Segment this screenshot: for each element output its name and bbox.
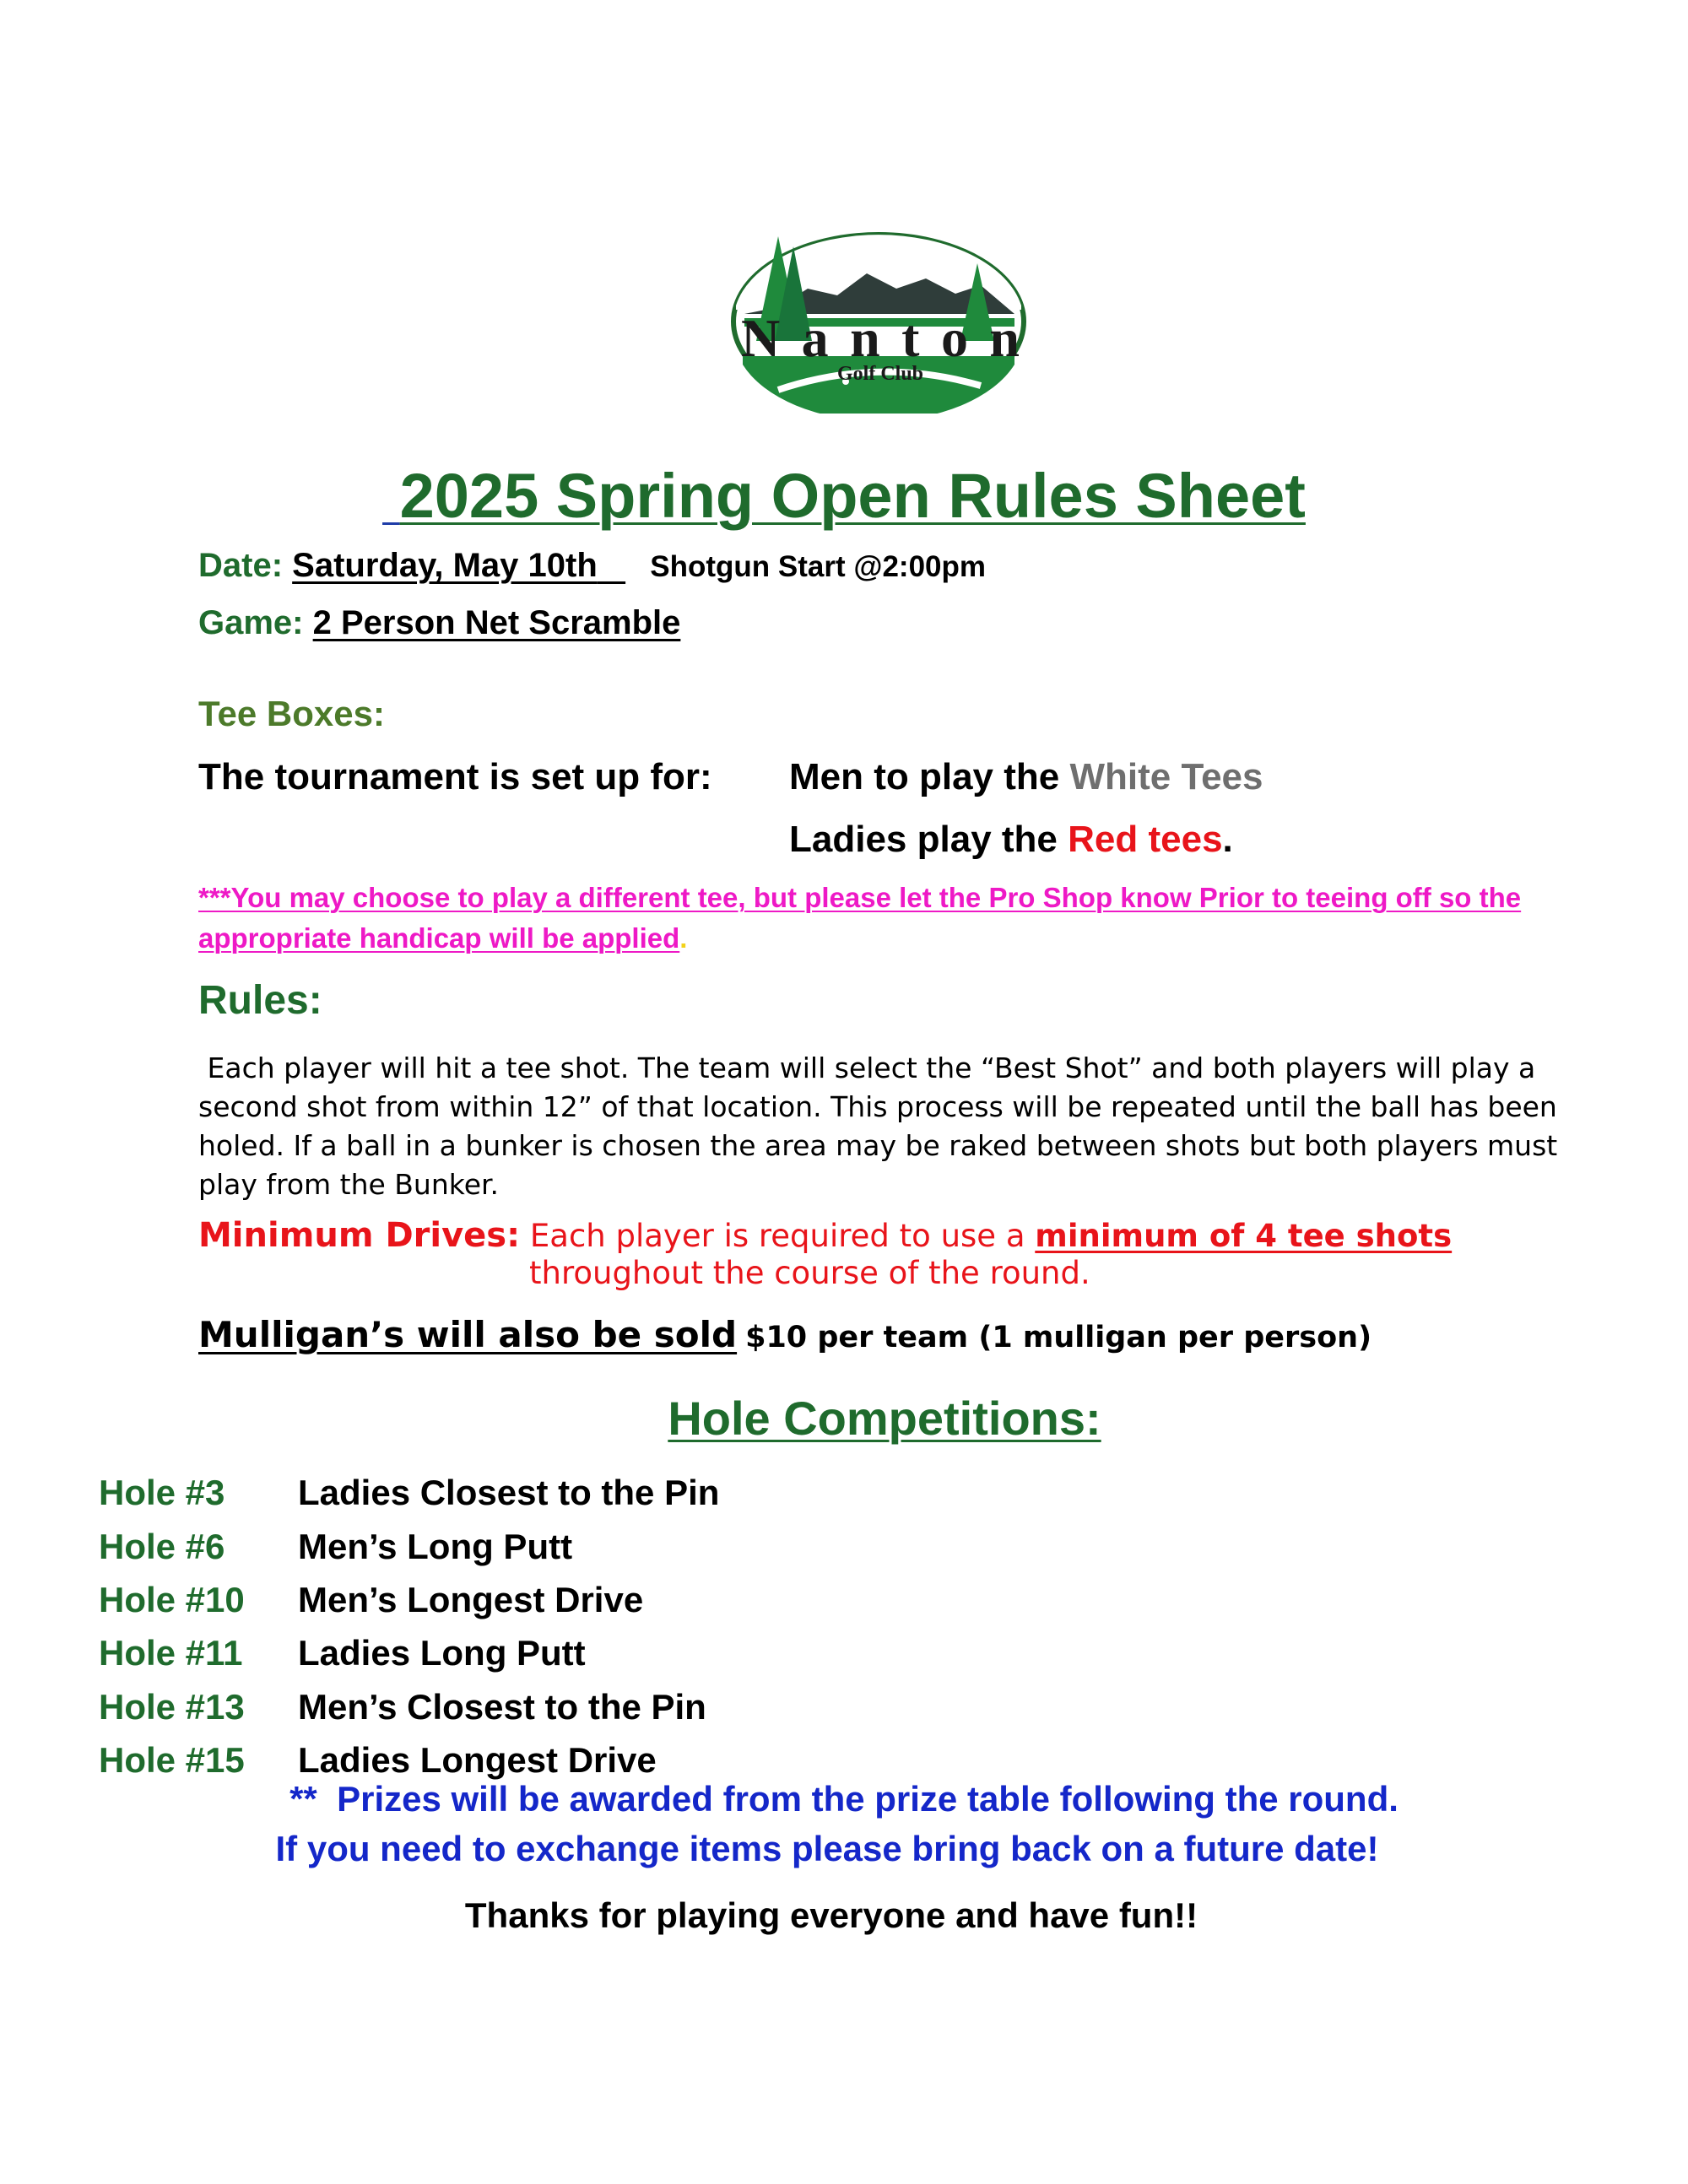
game-label: Game: bbox=[198, 604, 304, 641]
shotgun-start: Shotgun Start @2:00pm bbox=[650, 550, 987, 583]
hole-number: Hole #13 bbox=[99, 1687, 245, 1727]
hole-event: Men’s Long Putt bbox=[298, 1527, 573, 1566]
tee-note: ***You may choose to play a different tee, but please let the Pro Shop know Prior to teeing off so the appropriate handicap will be applied. bbox=[198, 882, 1522, 954]
date-row bbox=[198, 547, 986, 585]
mulligan-price: $10 per team (1 mulligan per person) bbox=[745, 1321, 1372, 1354]
hole-number: Hole #11 bbox=[99, 1633, 243, 1673]
mulligan-line bbox=[198, 1314, 1372, 1355]
hole-competitions-heading: Hole Competitions: bbox=[668, 1392, 1101, 1445]
minimum-drives-cont: throughout the course of the round. bbox=[529, 1255, 1090, 1291]
hole-row bbox=[99, 1687, 706, 1727]
hole-row bbox=[99, 1527, 572, 1567]
game-row bbox=[198, 604, 680, 642]
prizes-line-1: ** Prizes will be awarded from the prize table following the round. bbox=[289, 1779, 1399, 1819]
minimum-drives-label: Minimum Drives: bbox=[198, 1216, 521, 1255]
club-logo bbox=[728, 230, 1030, 414]
tee-boxes-heading: Tee Boxes: bbox=[198, 694, 385, 733]
red-tees: Red tees bbox=[1068, 819, 1223, 860]
logo-sub: Golf Club bbox=[837, 363, 924, 385]
logo-name: Nanton bbox=[741, 308, 1020, 368]
date-label: Date: bbox=[198, 547, 284, 584]
ladies-tee-line: Ladies play the Red tees. bbox=[789, 819, 1233, 860]
hole-event: Ladies Longest Drive bbox=[298, 1740, 657, 1780]
mulligan-label: Mulligan’s will also be sold bbox=[198, 1314, 738, 1355]
page-title: 2025 Spring Open Rules Sheet bbox=[399, 461, 1306, 531]
prizes-line-2: If you need to exchange items please bring back on a future date! bbox=[275, 1829, 1379, 1868]
hole-event: Men’s Longest Drive bbox=[298, 1580, 644, 1619]
rules-body: Each player will hit a tee shot. The team will select the “Best Shot” and both players will play a second shot from within 12” of that location. This process will be repeated until the ball has been holed. If a ball in a bunker is chosen the area may be raked between shots but both players must play from the Bunker. bbox=[198, 1051, 1558, 1201]
rules-heading: Rules: bbox=[198, 978, 322, 1023]
hole-row bbox=[99, 1580, 643, 1620]
game-value: 2 Person Net Scramble bbox=[312, 604, 681, 641]
minimum-drives-requirement: minimum of 4 tee shots bbox=[1035, 1218, 1453, 1254]
hole-number: Hole #10 bbox=[99, 1580, 245, 1619]
hole-event: Ladies Closest to the Pin bbox=[298, 1473, 720, 1512]
hole-row bbox=[99, 1633, 586, 1673]
minimum-drives: Minimum Drives: Each player is required to use a minimum of 4 tee shots bbox=[198, 1216, 1453, 1255]
hole-event: Ladies Long Putt bbox=[298, 1633, 586, 1673]
hole-row bbox=[99, 1473, 719, 1513]
hole-row bbox=[99, 1740, 657, 1781]
hole-number: Hole #3 bbox=[99, 1473, 225, 1512]
tee-intro: The tournament is set up for: bbox=[198, 756, 712, 797]
hole-number: Hole #15 bbox=[99, 1740, 245, 1780]
date-value: Saturday, May 10th bbox=[292, 547, 598, 584]
thanks-message: Thanks for playing everyone and have fun!! bbox=[464, 1895, 1198, 1935]
men-tee-line: Men to play the White Tees bbox=[789, 756, 1263, 797]
hole-event: Men’s Closest to the Pin bbox=[298, 1687, 706, 1727]
hole-number: Hole #6 bbox=[99, 1527, 225, 1566]
white-tees: White Tees bbox=[1069, 756, 1263, 797]
